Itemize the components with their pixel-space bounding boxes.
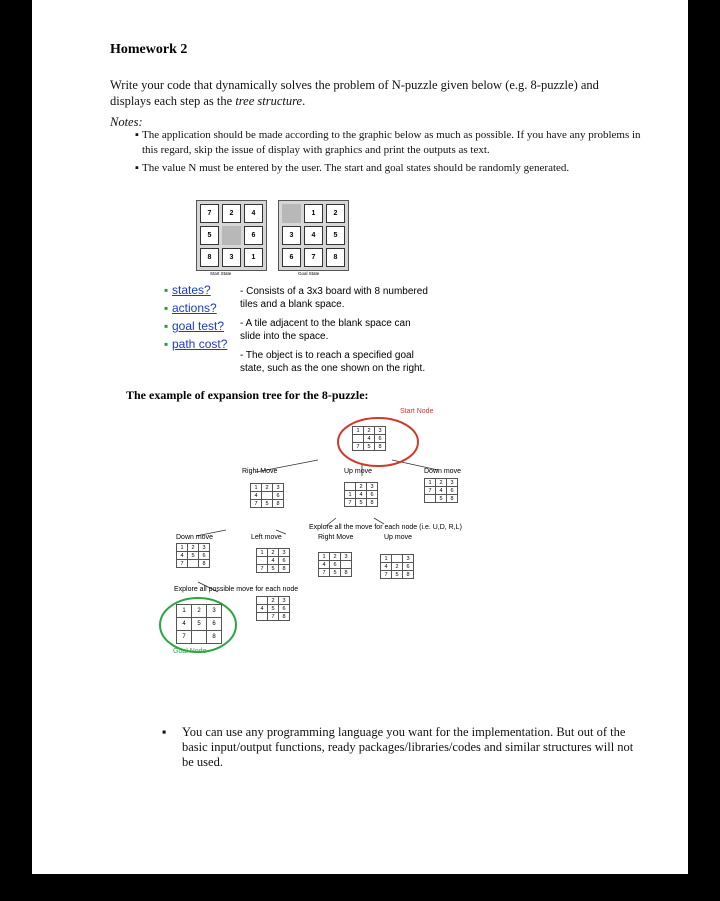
- description-goal: - The object is to reach a specified goal state, such as the one shown on the right.: [240, 350, 426, 374]
- puzzle-tile: 2: [192, 605, 207, 618]
- goal-node-label: Goal Node: [173, 648, 207, 655]
- puzzle-tile: 1: [353, 427, 364, 435]
- puzzle-tile: 3: [375, 427, 386, 435]
- puzzle-tile: 3: [199, 544, 210, 552]
- puzzle-tile: 7: [268, 613, 279, 621]
- right-move-2-label: Right Move: [318, 534, 354, 541]
- up-move-label: Up move: [344, 468, 373, 475]
- puzzle-tile: 6: [330, 561, 341, 569]
- puzzle-tile: 4: [436, 487, 447, 495]
- puzzle-tile: 4: [251, 492, 262, 500]
- bullet-icon: ▪: [162, 725, 167, 739]
- blank-tile: [257, 613, 268, 621]
- puzzle-tile: 8: [326, 248, 345, 267]
- puzzle-tile: 5: [436, 495, 447, 503]
- puzzle-tile: 5: [268, 565, 279, 573]
- document-page: [32, 0, 688, 874]
- puzzle-tile: 2: [262, 484, 273, 492]
- puzzle-tile: 2: [326, 204, 345, 223]
- puzzle-tile: 8: [279, 565, 290, 573]
- puzzle-tile: 5: [192, 618, 207, 631]
- puzzle-tile: 8: [200, 248, 219, 267]
- left-move-label: Left move: [251, 534, 282, 541]
- blank-tile: [392, 555, 403, 563]
- puzzle-tile: 3: [207, 605, 222, 618]
- explore-possible-label: Explore all possible move for each node: [174, 586, 299, 593]
- right-move-label: Right Move: [242, 468, 278, 475]
- puzzle-tile: 4: [356, 491, 367, 499]
- puzzle-tile: 4: [257, 605, 268, 613]
- down-move-label: Down move: [424, 468, 461, 475]
- puzzle-tile: 7: [177, 631, 192, 644]
- puzzle-tile: 7: [425, 487, 436, 495]
- puzzle-tile: 3: [447, 479, 458, 487]
- puzzle-tile: 7: [353, 443, 364, 451]
- puzzle-tile: 5: [200, 226, 219, 245]
- explore-board: [256, 596, 290, 621]
- puzzle-tile: 5: [356, 499, 367, 507]
- puzzle-tile: 1: [425, 479, 436, 487]
- puzzle-tile: 3: [279, 549, 290, 557]
- puzzle-tile: 2: [392, 563, 403, 571]
- term-states: ▪ states?: [164, 283, 227, 301]
- puzzle-tile: 7: [319, 569, 330, 577]
- start-state-caption: Start State: [210, 271, 232, 276]
- puzzle-tile: 1: [304, 204, 323, 223]
- puzzle-tile: 4: [177, 618, 192, 631]
- puzzle-tile: 6: [447, 487, 458, 495]
- goal-state-board: [278, 200, 349, 271]
- puzzle-tile: 2: [268, 549, 279, 557]
- blank-tile: [341, 561, 352, 569]
- puzzle-tile: 2: [268, 597, 279, 605]
- puzzle-tile: 3: [403, 555, 414, 563]
- puzzle-tile: 3: [367, 483, 378, 491]
- term-actions: ▪ actions?: [164, 301, 227, 319]
- problem-terms-list: [164, 283, 227, 355]
- up-move-board: [344, 482, 378, 507]
- puzzle-tile: 6: [282, 248, 301, 267]
- puzzle-tile: 8: [273, 500, 284, 508]
- blank-tile: [282, 204, 301, 223]
- puzzle-tile: 4: [177, 552, 188, 560]
- puzzle-tile: 8: [199, 560, 210, 568]
- puzzle-tile: 2: [188, 544, 199, 552]
- puzzle-tile: 7: [257, 565, 268, 573]
- left-move-board: [256, 548, 290, 573]
- description-actions: - A tile adjacent to the blank space can slide into the space.: [240, 318, 411, 342]
- puzzle-tile: 7: [345, 499, 356, 507]
- term-path-cost: ▪ path cost?: [164, 337, 227, 355]
- puzzle-tile: 8: [367, 499, 378, 507]
- expansion-tree: [126, 404, 506, 664]
- explore-all-label: Explore all the move for each node (i.e. U,D, R,L): [309, 524, 462, 531]
- puzzle-tile: 6: [273, 492, 284, 500]
- puzzle-tile: 3: [273, 484, 284, 492]
- puzzle-tile: 1: [319, 553, 330, 561]
- tree-heading: The example of expansion tree for the 8-puzzle:: [126, 388, 369, 402]
- down-move-2-board: [176, 543, 210, 568]
- right-move-2-board: [318, 552, 352, 577]
- intro-paragraph: Write your code that dynamically solves the problem of N-puzzle given below (e.g. 8-puzzle) and displays each step as the tree structure.: [110, 78, 599, 108]
- start-node-label: Start Node: [400, 408, 434, 415]
- notes-label: Notes:: [110, 115, 143, 129]
- puzzle-tile: 6: [244, 226, 263, 245]
- note-item: ▪ The value N must be entered by the user. The start and goal states should be randomly generated.: [135, 162, 570, 174]
- puzzle-tile: 6: [207, 618, 222, 631]
- puzzle-tile: 6: [375, 435, 386, 443]
- down-move-2-label: Down move: [176, 534, 213, 541]
- puzzle-tile: 3: [341, 553, 352, 561]
- puzzle-tile: 5: [392, 571, 403, 579]
- puzzle-tile: 1: [244, 248, 263, 267]
- puzzle-tile: 6: [367, 491, 378, 499]
- puzzle-tile: 8: [375, 443, 386, 451]
- puzzle-tile: 5: [188, 552, 199, 560]
- puzzle-tile: 4: [364, 435, 375, 443]
- description-states: - Consists of a 3x3 board with 8 numbered tiles and a blank space.: [240, 286, 428, 310]
- puzzle-tile: 4: [244, 204, 263, 223]
- up-move-2-label: Up move: [384, 534, 413, 541]
- puzzle-figure: [150, 196, 430, 378]
- puzzle-tile: 4: [304, 226, 323, 245]
- puzzle-tile: 6: [403, 563, 414, 571]
- final-note: ▪ You can use any programming language you want for the implementation. But out of the basic input/output functions, ready packages/libraries/codes and similar structures will not be used.: [162, 725, 634, 769]
- blank-tile: [257, 557, 268, 565]
- puzzle-tile: 4: [319, 561, 330, 569]
- puzzle-tile: 5: [330, 569, 341, 577]
- puzzle-tile: 8: [341, 569, 352, 577]
- puzzle-tile: 5: [364, 443, 375, 451]
- goal-node-board: [176, 604, 222, 644]
- homework-title: Homework 2: [110, 42, 188, 57]
- blank-tile: [262, 492, 273, 500]
- blank-tile: [345, 483, 356, 491]
- puzzle-tile: 2: [330, 553, 341, 561]
- puzzle-tile: 6: [279, 557, 290, 565]
- puzzle-tile: 1: [251, 484, 262, 492]
- puzzle-tile: 1: [257, 549, 268, 557]
- puzzle-tile: 1: [381, 555, 392, 563]
- goal-state-caption: Goal State: [298, 271, 320, 276]
- puzzle-tile: 8: [207, 631, 222, 644]
- puzzle-tile: 6: [199, 552, 210, 560]
- blank-tile: [353, 435, 364, 443]
- blank-tile: [257, 597, 268, 605]
- up-move-2-board: [380, 554, 414, 579]
- note-item: ▪ The application should be made according to the graphic below as much as possible. If you have any problems in this regard, skip the issue of display with graphics and print the outputs as text.: [135, 129, 641, 156]
- puzzle-tile: 5: [326, 226, 345, 245]
- right-move-board: [250, 483, 284, 508]
- puzzle-tile: 3: [279, 597, 290, 605]
- puzzle-tile: 8: [279, 613, 290, 621]
- bullet-icon: ▪: [135, 162, 139, 174]
- puzzle-tile: 2: [222, 204, 241, 223]
- puzzle-tile: 2: [436, 479, 447, 487]
- puzzle-tile: 6: [279, 605, 290, 613]
- start-state-board: [196, 200, 267, 271]
- puzzle-tile: 7: [251, 500, 262, 508]
- puzzle-tile: 5: [262, 500, 273, 508]
- puzzle-tile: 7: [304, 248, 323, 267]
- puzzle-tile: 7: [200, 204, 219, 223]
- blank-tile: [222, 226, 241, 245]
- blank-tile: [425, 495, 436, 503]
- problem-descriptions: [240, 285, 430, 375]
- start-node-board: [352, 426, 386, 451]
- down-move-board: [424, 478, 458, 503]
- puzzle-tile: 8: [403, 571, 414, 579]
- bullet-icon: ▪: [135, 129, 139, 141]
- puzzle-tile: 3: [282, 226, 301, 245]
- puzzle-tile: 1: [177, 605, 192, 618]
- blank-tile: [188, 560, 199, 568]
- puzzle-tile: 2: [364, 427, 375, 435]
- puzzle-tile: 1: [177, 544, 188, 552]
- puzzle-tile: 2: [356, 483, 367, 491]
- puzzle-tile: 7: [177, 560, 188, 568]
- blank-tile: [192, 631, 207, 644]
- puzzle-tile: 3: [222, 248, 241, 267]
- puzzle-tile: 5: [268, 605, 279, 613]
- puzzle-tile: 1: [345, 491, 356, 499]
- puzzle-tile: 4: [381, 563, 392, 571]
- puzzle-tile: 8: [447, 495, 458, 503]
- puzzle-tile: 4: [268, 557, 279, 565]
- puzzle-tile: 7: [381, 571, 392, 579]
- term-goal-test: ▪ goal test?: [164, 319, 227, 337]
